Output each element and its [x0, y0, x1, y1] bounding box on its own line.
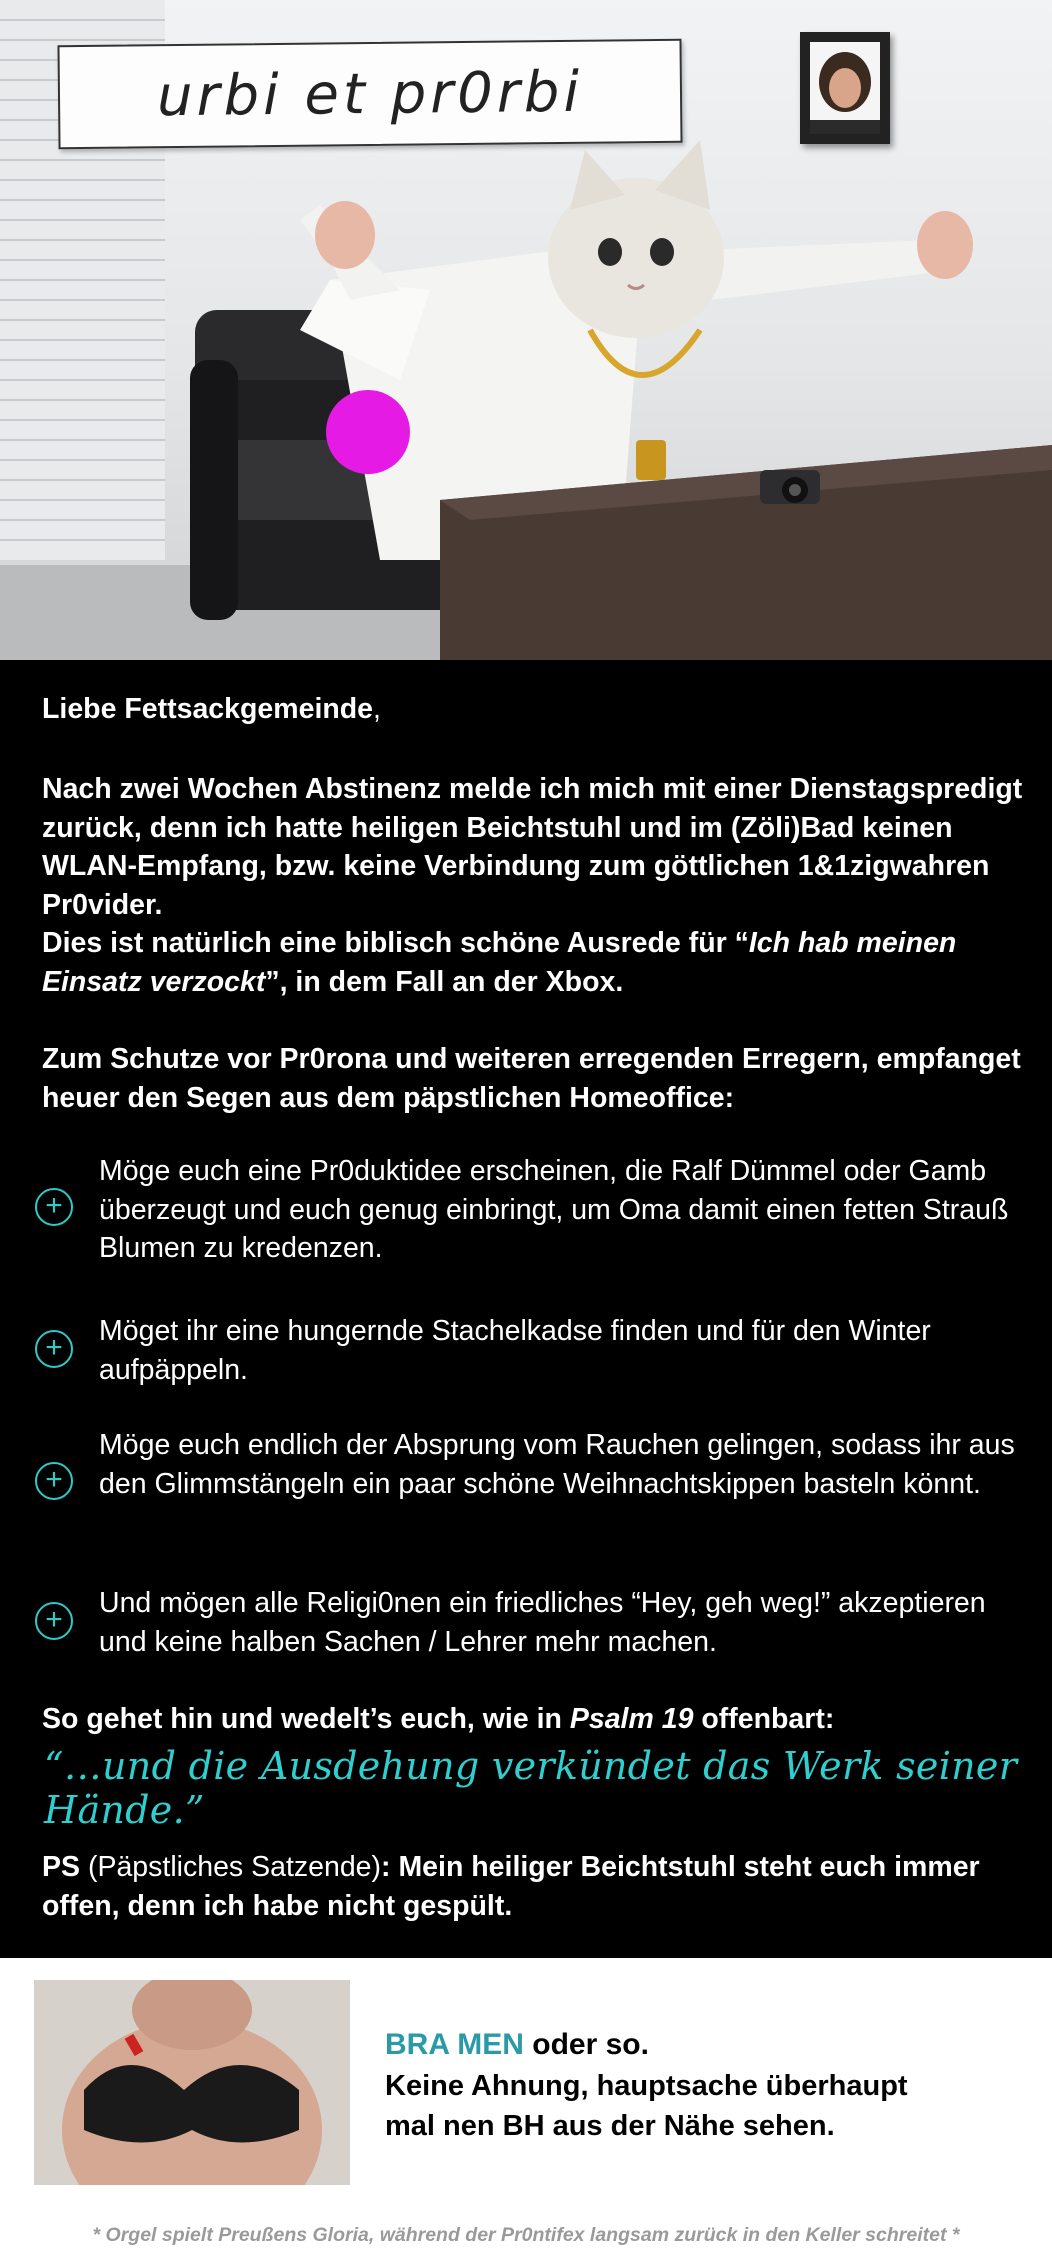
- closing-line: [42, 1700, 834, 1739]
- excuse-quote: Ich hab meinen Einsatz verzockt: [42, 927, 957, 998]
- wall-picture-frame: [800, 32, 890, 144]
- sermon-panel: [0, 660, 1052, 1958]
- men-word: MEN: [457, 2028, 524, 2061]
- intro-paragraph: [42, 770, 1032, 1001]
- bra-heading: [385, 2024, 1045, 2066]
- closing-tail: offenbart:: [693, 1703, 835, 1735]
- intro-text: Nach zwei Wochen Abstinenz melde ich mich mit einer Dienstagspredigt zurück, denn ich hatte heiligen Beichtstuhl und im (Zöli)Bad keinen WLAN-Empfang, bzw. keine Verbindung zum göttlichen 1&1zigwahren Pr0vider.: [42, 773, 1023, 921]
- plus-circle-icon: +: [35, 1188, 73, 1226]
- excuse-text: Dies ist natürlich eine biblisch schöne Ausrede für “: [42, 927, 749, 959]
- plus-circle-icon: +: [35, 1330, 73, 1368]
- bra-word: BRA: [385, 2028, 449, 2061]
- blessing-text: Möget ihr eine hungernde Stachelkadse finden und für den Winter aufpäppeln.: [99, 1315, 931, 1386]
- blessing-intro: Zum Schutze vor Pr0rona und weiteren erregenden Erregern, empfanget heuer den Segen aus dem päpstlichen Homeoffice:: [42, 1043, 1021, 1114]
- postscript: [42, 1848, 1032, 1925]
- psalm-reference: Psalm 19: [569, 1703, 694, 1735]
- excuse-tail: ”, in dem Fall an der Xbox.: [265, 965, 624, 998]
- sign-text: urbi et pr0rbi: [156, 59, 584, 129]
- camera: [760, 470, 820, 504]
- ps-text: : Mein heiliger Beichtstuhl steht euch immer offen, denn ich habe nicht gespült.: [42, 1851, 980, 1922]
- bra-caption: [385, 2024, 1045, 2146]
- portrait-photo: [810, 42, 880, 134]
- ps-paren: (Päpstliches Satzende): [80, 1851, 382, 1883]
- psalm-quote: “…und die Ausdehung verkündet das Werk seiner Hände.”: [44, 1744, 1018, 1832]
- bra-line-2: mal nen BH aus der Nähe sehen.: [385, 2110, 835, 2142]
- greeting: [42, 690, 381, 729]
- bra-rest: oder so.: [523, 2028, 649, 2061]
- blessing-text: Und mögen alle Religi0nen ein friedliches “Hey, geh weg!” akzeptieren und keine halben Sachen / Lehrer mehr machen.: [99, 1587, 986, 1658]
- plus-circle-icon: +: [35, 1462, 73, 1500]
- blessing-text: Möge euch endlich der Absprung vom Rauchen gelingen, sodass ihr aus den Glimmstängeln ein paar schöne Weihnachtskippen basteln könnt.: [99, 1429, 1015, 1500]
- bra-line-1: Keine Ahnung, hauptsache überhaupt: [385, 2070, 908, 2102]
- greeting-comma: ,: [373, 693, 381, 725]
- hero-image: [0, 0, 1052, 660]
- plus-circle-icon: +: [35, 1602, 73, 1640]
- blessing-text: Möge euch eine Pr0duktidee erscheinen, die Ralf Dümmel oder Gamb überzeugt und euch genug einbringt, um Oma damit einen fetten Strauß Blumen zu kredenzen.: [99, 1155, 1009, 1264]
- greeting-text: Liebe Fettsackgemeinde: [42, 693, 374, 725]
- closing-text: So gehet hin und wedelt’s euch, wie in: [42, 1703, 570, 1735]
- ps-label: PS: [42, 1851, 81, 1883]
- footer-note: * Orgel spielt Preußens Gloria, während der Pr0ntifex langsam zurück in den Keller schreitet *: [92, 2224, 960, 2246]
- bra-photo: [34, 1980, 350, 2185]
- sign-board: [57, 39, 682, 150]
- pink-dot: [326, 390, 410, 474]
